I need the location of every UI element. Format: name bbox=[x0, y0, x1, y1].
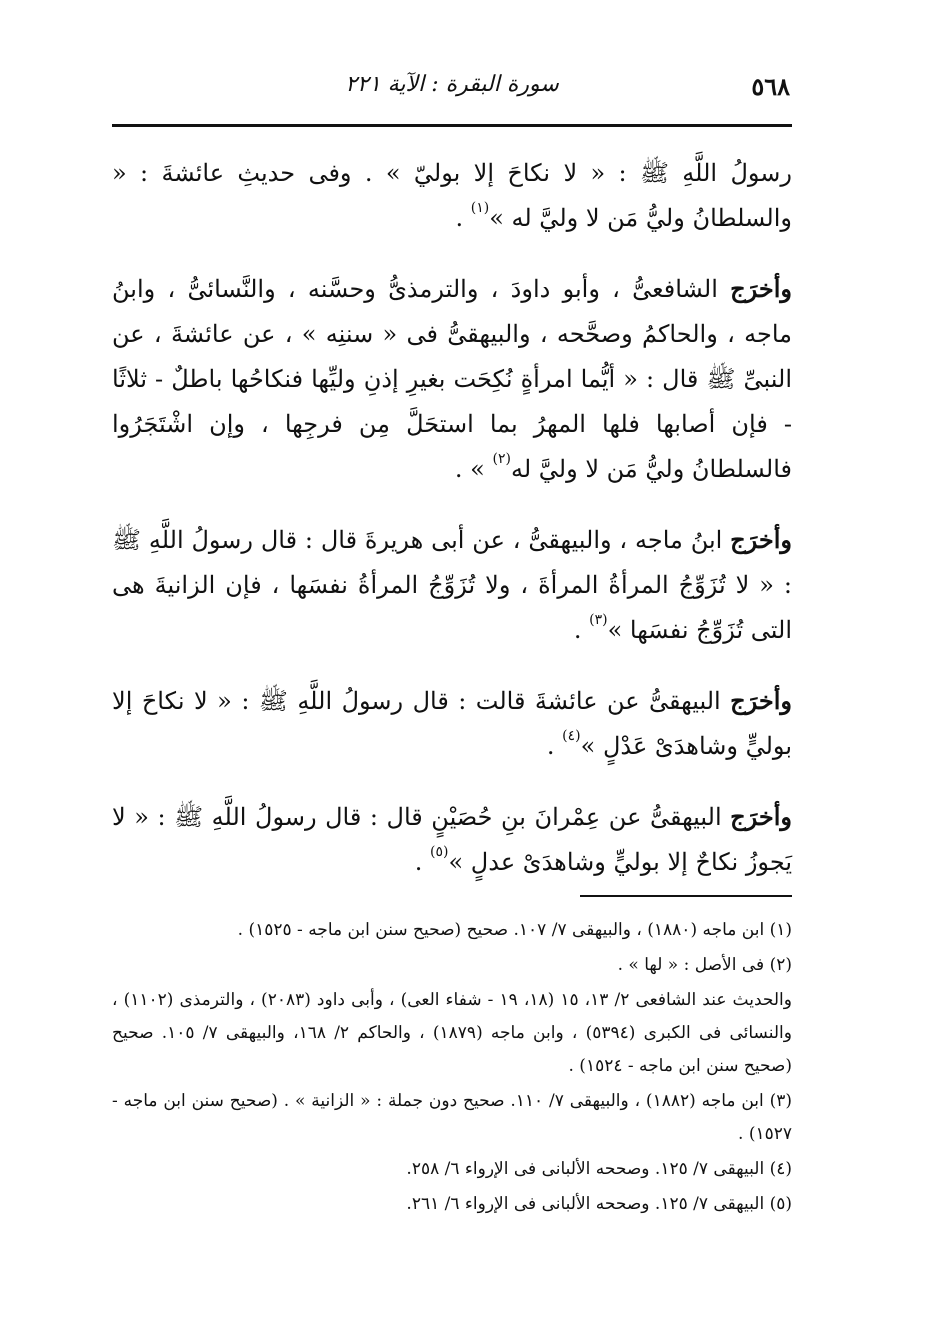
paragraph-lead: وأخرَج bbox=[730, 525, 792, 554]
footnote-marker: (٢) bbox=[492, 451, 511, 467]
footnote-item: والحديث عند الشافعى ٢/ ١٣، ١٥ (١٨، ١٩ - شفاء العى) ، وأبى داود (٢٠٨٣) ، والترمذى (١١٠٢) ، والنسائى فى الكبرى (٥٣٩٤) ، وابن ماجه (١٨٧٩) ، والحاكم ٢/ ١٦٨، والبيهقى ٧/ ١٠٥. صحيح (صحيح سنن ابن ماجه - ١٥٢٤) . bbox=[112, 990, 792, 1076]
paragraph-text: ابنُ ماجه ، والبيهقىُّ ، عن أبى هريرةَ قال : قال رسولُ اللَّهِ ﷺ : « لا تُزَوِّجُ المرأةُ المرأةَ ، ولا تُزَوِّجُ المرأةُ نفسَها ، فإن الزانيةَ هى التى تُزَوِّجُ نفسَها » bbox=[112, 526, 792, 644]
paragraph-text: الشافعىُّ ، وأبو داودَ ، والترمذىُّ وحسَّنه ، والنَّسائىُّ ، وابنُ ماجه ، والحاكمُ وصحَّحه ، والبيهقىُّ فى « سننِه » ، عن عائشةَ ، عن النبىِّ ﷺ قال : « أيُّما امرأةٍ نُكِحَت بغيرِ إذنِ وليِّها فنكاحُها باطلٌ - ثلاثًا - فإن أصابها فلها المهرُ بما استحَلَّ مِن فرجِها ، وإن اشْتَجَرُوا فالسلطانُ وليُّ مَن لا وليَّ له bbox=[112, 275, 792, 483]
footnote-item: (٣) ابن ماجه (١٨٨٢) ، والبيهقى ٧/ ١١٠. صحيح دون جملة : « الزانية » . (صحيح سنن ابن ماجه - ١٥٢٧) . bbox=[112, 1091, 793, 1144]
paragraph-lead: وأخرَج bbox=[730, 802, 792, 831]
paragraph-end: . bbox=[455, 204, 471, 232]
footnotes bbox=[112, 914, 792, 1223]
running-title: سورة البقرة : الآية ٢٢١ bbox=[345, 72, 559, 97]
paragraph-end: . bbox=[546, 732, 563, 760]
footnote-marker: (٥) bbox=[430, 844, 449, 860]
footnote-item: (٤) البيهقى ٧/ ١٢٥. وصححه الألبانى فى الإرواء ٦/ ٢٥٨. bbox=[406, 1159, 792, 1179]
paragraph bbox=[112, 150, 792, 241]
paragraph bbox=[112, 266, 792, 492]
book-page bbox=[112, 62, 792, 1292]
paragraph-lead: وأخرَج bbox=[730, 274, 792, 303]
footnote-marker: (٤) bbox=[562, 728, 581, 744]
paragraph bbox=[112, 517, 792, 653]
paragraph-lead: وأخرَج bbox=[730, 686, 792, 715]
main-text bbox=[112, 150, 792, 910]
footnote-marker: (٣) bbox=[589, 612, 608, 628]
footnote-marker: (١) bbox=[470, 200, 490, 216]
header-rule bbox=[112, 124, 792, 127]
paragraph-end: » . bbox=[454, 455, 493, 483]
footnote-item: (١) ابن ماجه (١٨٨٠) ، والبيهقى ٧/ ١٠٧. صحيح (صحيح سنن ابن ماجه - ١٥٢٥) . bbox=[237, 920, 792, 940]
footnote-separator bbox=[580, 895, 792, 897]
paragraph bbox=[112, 678, 792, 769]
page-header bbox=[112, 62, 792, 112]
paragraph-text: البيهقىُّ عن عِمْرانَ بنِ حُصَيْنٍ قال : قال رسولُ اللَّهِ ﷺ : « لا يَجوزُ نكاحٌ إلا بوليٍّ وشاهدَىْ عدلٍ » bbox=[112, 803, 792, 876]
paragraph-text: رسولُ اللَّهِ ﷺ : « لا نكاحَ إلا بوليّ » . وفى حديثِ عائشةَ : « والسلطانُ وليُّ مَن لا وليَّ له » bbox=[112, 159, 792, 232]
footnote-item: (٢) فى الأصل : « لها » . bbox=[617, 955, 792, 975]
paragraph-end: . bbox=[414, 848, 431, 876]
footnote-item: (٥) البيهقى ٧/ ١٢٥. وصححه الألبانى فى الإرواء ٦/ ٢٦١. bbox=[406, 1194, 792, 1214]
page-number: ٥٦٨ bbox=[751, 72, 790, 101]
paragraph-end: . bbox=[573, 616, 590, 644]
paragraph-text: البيهقىُّ عن عائشةَ قالت : قال رسولُ اللَّهِ ﷺ : « لا نكاحَ إلا بوليٍّ وشاهدَىْ عَدْلٍ » bbox=[112, 687, 792, 760]
paragraph bbox=[112, 794, 792, 885]
